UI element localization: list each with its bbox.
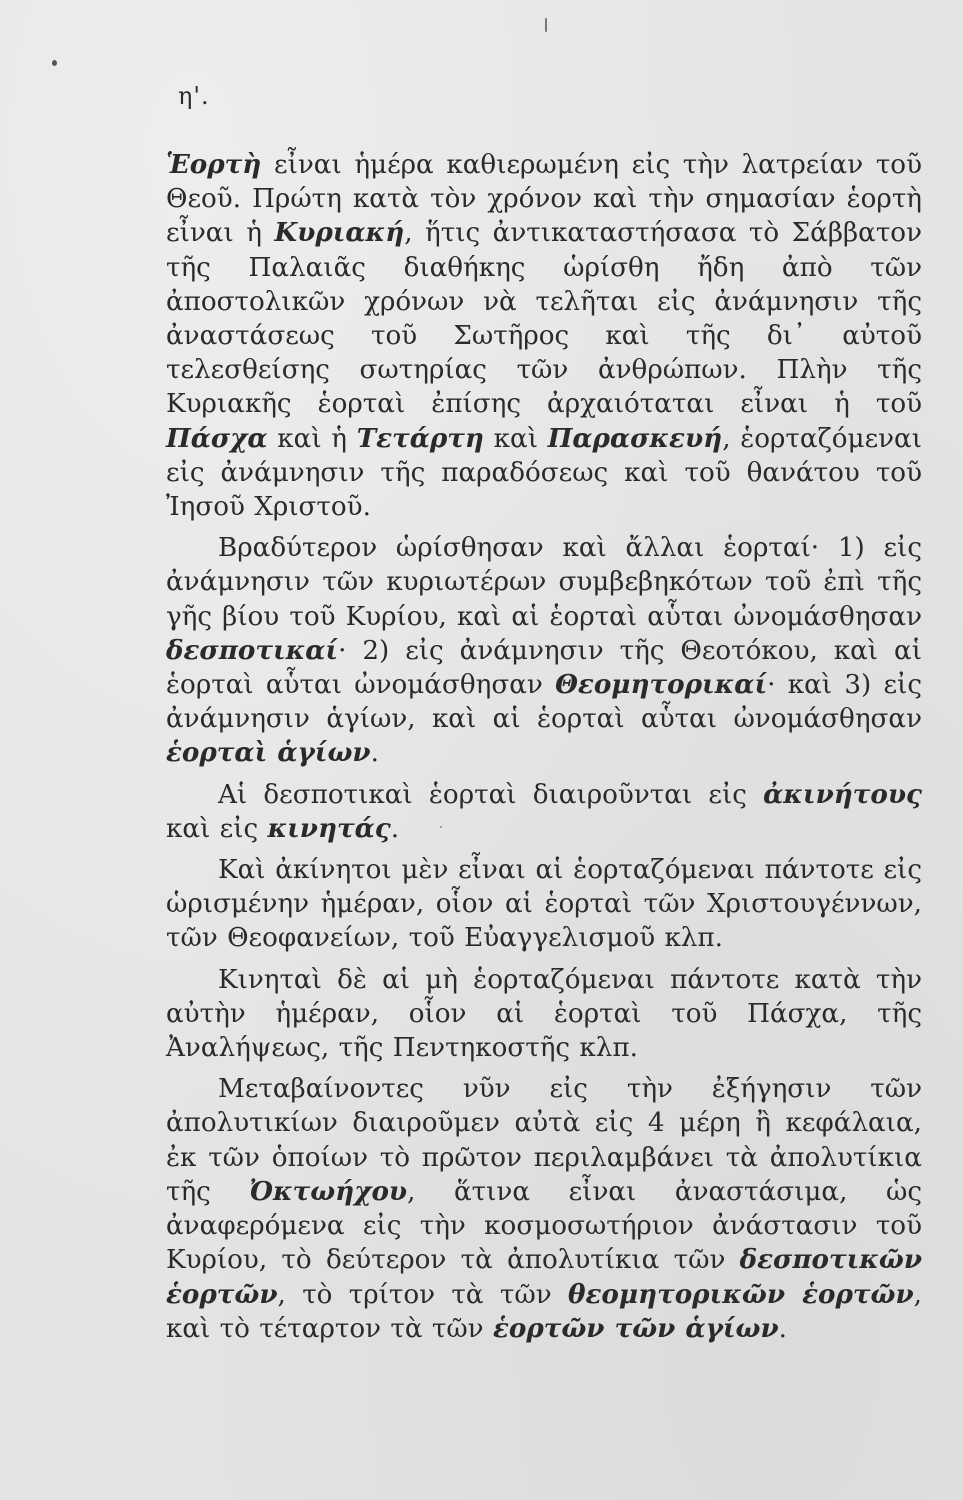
emphasized-term: Κυριακή bbox=[274, 217, 405, 249]
emphasized-term: Τετάρτη bbox=[356, 422, 484, 454]
text-run: Αἱ δεσποτικαὶ ἑορταὶ διαιροῦνται εἰς bbox=[218, 779, 764, 810]
text-run: καὶ bbox=[483, 423, 548, 454]
text-run: , καὶ τὸ τέταρτον τὰ τῶν bbox=[166, 1279, 922, 1344]
text-run: καὶ ἡ bbox=[267, 423, 357, 454]
emphasized-term: Πάσχα bbox=[166, 422, 268, 454]
text-run: . bbox=[778, 1313, 787, 1344]
emphasized-term: Ὀκτωήχου bbox=[249, 1175, 408, 1207]
emphasized-term: θεομητορικῶν ἑορτῶν bbox=[568, 1278, 914, 1310]
text-run: , ἅτινα εἶναι ἀναστάσιμα, ὡς ἀναφερόμενα εἰς τὴν κοσμοσωτήριον ἀνάστασιν τοῦ Κυρίου, τὸ δεύτερον τὰ ἀπολυτίκια τῶν bbox=[166, 1176, 922, 1276]
emphasized-term: ἀκινήτους bbox=[763, 778, 922, 810]
emphasized-term: δεσποτικῶν ἑορτῶν bbox=[166, 1244, 922, 1310]
paragraph bbox=[166, 963, 922, 1066]
paragraph bbox=[166, 778, 922, 846]
text-run: Βραδύτερον ὡρίσθησαν καὶ ἄλλαι ἑορταί· 1) εἰς ἀνάμνησιν τῶν κυριωτέρων συμβεβηκότων τοῦ ἐπὶ τῆς γῆς βίου τοῦ Κυρίου, καὶ αἱ ἑορταὶ αὗται ὠνομάσθησαν bbox=[166, 533, 922, 632]
text-run: , ἑορταζόμεναι εἰς ἀνάμνησιν τῆς παραδόσεως καὶ τοῦ θανάτου τοῦ Ἰησοῦ Χριστοῦ. bbox=[166, 423, 923, 523]
emphasized-term: ἑορτῶν τῶν ἁγίων bbox=[492, 1312, 779, 1344]
paragraph bbox=[166, 148, 922, 524]
text-run: · καὶ 3) εἰς ἀνάμνησιν ἁγίων, καὶ αἱ ἑορταὶ αὗται ὠνομάσθησαν bbox=[166, 670, 922, 735]
emphasized-term: Θεομητορικαί bbox=[555, 669, 768, 701]
text-run: Καὶ ἀκίνητοι μὲν εἶναι αἱ ἑορταζόμεναι πάντοτε εἰς ὡρισμένην ἡμέραν, οἷον αἱ ἑορταὶ τῶν Χριστουγέννων, τῶν Θεοφανείων, τοῦ Εὐαγγελισμοῦ κλπ. bbox=[166, 855, 922, 954]
text-run: . bbox=[370, 738, 379, 769]
emphasized-term: Ἑορτὴ bbox=[166, 149, 262, 180]
body-text bbox=[166, 148, 922, 1346]
paragraph bbox=[166, 531, 922, 770]
text-run: εἶναι ἡμέρα καθιερωμένη εἰς τὴν λατρείαν τοῦ Θεοῦ. Πρώτη κατὰ τὸν χρόνον καὶ τὴν σημασίαν ἑορτὴ εἶναι ἡ bbox=[166, 150, 922, 249]
text-run: , τὸ τρίτον τὰ τῶν bbox=[277, 1279, 569, 1310]
emphasized-term: κινητάς bbox=[267, 812, 391, 844]
emphasized-term: Παρασκευή bbox=[547, 422, 723, 454]
text-run: καὶ εἰς bbox=[166, 813, 268, 844]
text-run: , ἥτις ἀντικαταστήσασα τὸ Σάββατον τῆς Παλαιᾶς διαθήκης ὡρίσθη ἤδη ἀπὸ τῶν ἀποστολικῶν χρόνων νὰ τελῆται εἰς ἀνάμνησιν τῆς ἀναστάσεως τοῦ Σωτῆρος καὶ τῆς δι᾽ αὐτοῦ τελεσθείσης σωτηρίας τῶν ἀνθρώπων. Πλὴν τῆς Κυριακῆς ἑορταὶ ἐπίσης ἀρχαιόταται εἶναι ἡ τοῦ bbox=[166, 218, 922, 420]
text-run: Μεταβαίνοντες νῦν εἰς τὴν ἐξήγησιν τῶν ἀπολυτικίων διαιροῦμεν αὐτὰ εἰς 4 μέρη ἢ κεφάλαια, ἐκ τῶν ὁποίων τὸ πρῶτον περιλαμβάνει τὰ ἀπολυτίκια τῆς bbox=[166, 1074, 922, 1207]
page-number: η'. bbox=[178, 82, 210, 110]
paragraph bbox=[166, 853, 922, 956]
emphasized-term: ἑορταὶ ἁγίων bbox=[166, 737, 371, 769]
text-run: Κινηταὶ δὲ αἱ μὴ ἑορταζόμεναι πάντοτε κατὰ τὴν αὐτὴν ἡμέραν, οἷον αἱ ἑορταὶ τοῦ Πάσχα, τῆς Ἀναλήψεως, τῆς Πεντηκοστῆς κλπ. bbox=[166, 964, 922, 1064]
ink-speck bbox=[545, 18, 547, 32]
ink-speck bbox=[52, 60, 57, 66]
emphasized-term: δεσποτικαί bbox=[166, 634, 339, 666]
text-run: · 2) εἰς ἀνάμνησιν τῆς Θεοτόκου, καὶ αἱ ἑορταὶ αὗται ὠνομάσθησαν bbox=[166, 635, 922, 701]
paragraph bbox=[166, 1072, 922, 1346]
text-run: . bbox=[390, 813, 400, 844]
